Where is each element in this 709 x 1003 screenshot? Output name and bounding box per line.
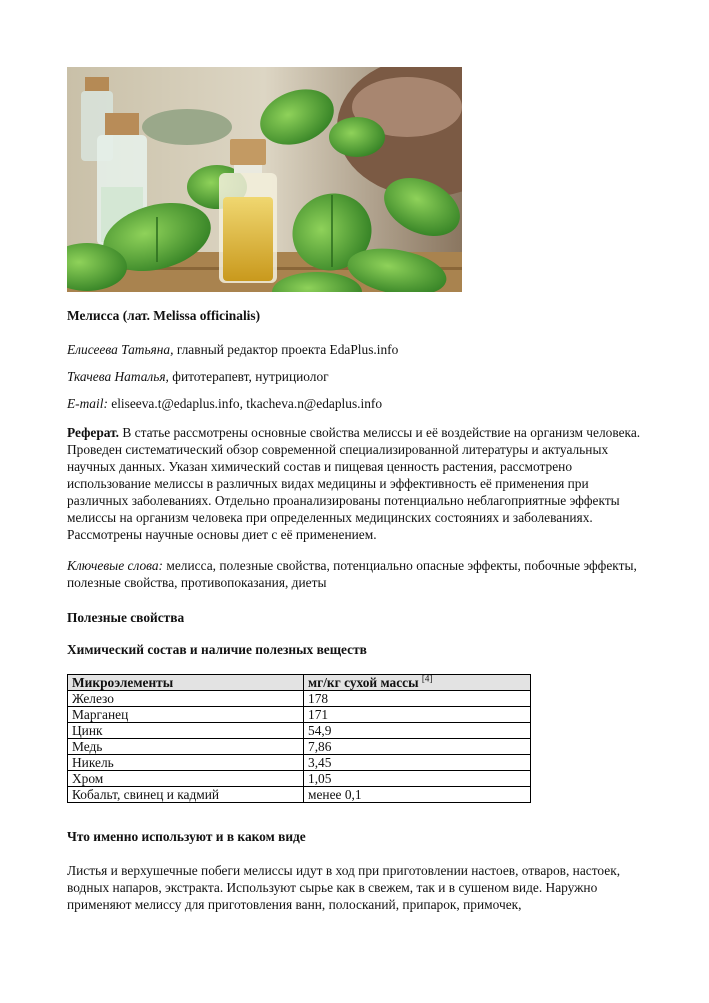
- email-value: eliseeva.t@edaplus.info, tkacheva.n@edaplus.info: [107, 396, 383, 411]
- table-cell: Цинк: [68, 723, 304, 739]
- micronutrient-table: [67, 674, 531, 803]
- table-cell: Медь: [68, 739, 304, 755]
- table-cell: 3,45: [304, 755, 531, 771]
- table-cell: Хром: [68, 771, 304, 787]
- email-line: [67, 395, 647, 412]
- table-cell: 7,86: [304, 739, 531, 755]
- abstract-text: В статье рассмотрены основные свойства мелиссы и её воздействие на организм человека. Проведен систематический обзор современной специализированной литературы и актуальных научных данных. Указан химический состав и пищевая ценность растения, рассмотрено использование мелиссы в различных видах медицины и эффективность её применения при различных заболеваниях. Отдельно проанализированы потенциально неблагоприятные эффекты мелиссы на организм человека при определенных медицинских состояниях и заболеваниях. Рассмотрены научные основы диет с её применением.: [67, 425, 641, 542]
- author-line: [67, 341, 647, 358]
- table-header-row: [68, 675, 531, 691]
- usage-paragraph: Листья и верхушечные побеги мелиссы идут в ход при приготовлении настоев, отваров, настоек, водных напаров, экстракта. Используют сырье как в свежем, так и в сушеном виде. Наружно применяют мелиссу для приготовления ванн, полосканий, припарок, примочек,: [67, 863, 621, 912]
- article-title: Мелисса (лат. Melissa officinalis): [67, 308, 261, 323]
- author-line: [67, 368, 647, 385]
- table-row: [68, 723, 531, 739]
- keywords-text: мелисса, полезные свойства, потенциально опасные эффекты, побочные эффекты, полезные свойства, противопоказания, диеты: [67, 558, 637, 590]
- table-cell: 178: [304, 691, 531, 707]
- keywords-label: Ключевые слова:: [67, 558, 164, 573]
- table-cell: Никель: [68, 755, 304, 771]
- abstract: [67, 424, 647, 543]
- hero-image: [67, 67, 462, 292]
- author-role: главный редактор проекта EdaPlus.info: [173, 342, 399, 357]
- section-heading-usage: Что именно используют и в каком виде: [67, 829, 306, 844]
- abstract-label: Реферат.: [67, 425, 120, 440]
- reference-link[interactable]: [4]: [421, 673, 433, 684]
- table-row: [68, 691, 531, 707]
- author-role: фитотерапевт, нутрициолог: [168, 369, 329, 384]
- table-row: [68, 755, 531, 771]
- table-header-cell: Микроэлементы: [68, 675, 304, 691]
- lemon-balm-oil-photo: [67, 67, 462, 292]
- section-heading-useful: Полезные свойства: [67, 610, 185, 625]
- table-cell: Марганец: [68, 707, 304, 723]
- section-heading-chemistry: Химический состав и наличие полезных веществ: [67, 642, 367, 657]
- author-name: Елисеева Татьяна,: [67, 342, 174, 357]
- table-header-label: мг/кг сухой массы: [308, 675, 419, 690]
- table-cell: Кобальт, свинец и кадмий: [68, 787, 304, 803]
- table-cell: 171: [304, 707, 531, 723]
- table-row: [68, 739, 531, 755]
- table-row: [68, 787, 531, 803]
- table-cell: 1,05: [304, 771, 531, 787]
- author-name: Ткачева Наталья,: [67, 369, 169, 384]
- table-cell: менее 0,1: [304, 787, 531, 803]
- table-cell: 54,9: [304, 723, 531, 739]
- email-label: E-mail:: [67, 396, 108, 411]
- table-header-cell: [304, 675, 531, 691]
- table-cell: Железо: [68, 691, 304, 707]
- keywords: [67, 557, 647, 591]
- table-row: [68, 771, 531, 787]
- table-row: [68, 707, 531, 723]
